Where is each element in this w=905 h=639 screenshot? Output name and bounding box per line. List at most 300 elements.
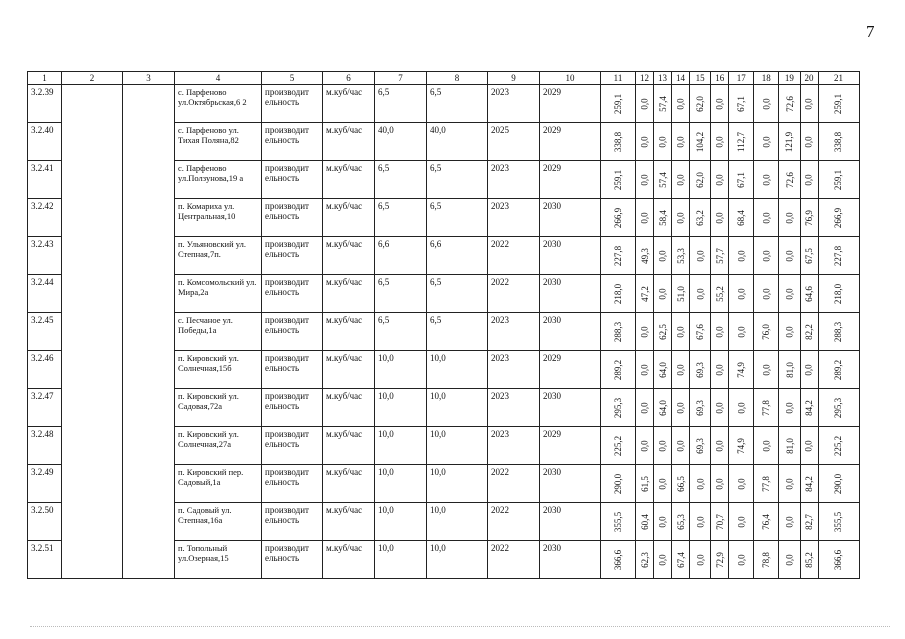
row-value-cell <box>729 389 754 427</box>
row-year-end: 2030 <box>540 503 601 541</box>
row-value: 0,0 <box>714 173 725 186</box>
row-value-cell <box>818 275 859 313</box>
row-value-cell <box>601 389 636 427</box>
row-year-start: 2025 <box>488 123 540 161</box>
row-value-cell <box>779 427 800 465</box>
row-year-end: 2029 <box>540 351 601 389</box>
row-value-cell <box>711 351 729 389</box>
row-value: 0,0 <box>736 515 747 528</box>
row-value: 0,0 <box>675 173 686 186</box>
row-value: 69,3 <box>695 361 706 378</box>
row-id: 3.2.42 <box>28 199 62 237</box>
row-value: 72,6 <box>784 95 795 112</box>
row-value-cell <box>729 237 754 275</box>
row-value: 121,9 <box>784 131 795 152</box>
row-value: 289,2 <box>613 359 623 380</box>
row-id: 3.2.43 <box>28 237 62 275</box>
row-address: п. Садовый ул. Степная,16а <box>175 503 262 541</box>
row-value-cell <box>779 541 800 579</box>
col-2-cell <box>62 313 123 351</box>
row-value: 64,0 <box>657 399 668 416</box>
col-2-cell <box>62 503 123 541</box>
row-address: п. Кировский ул. Садовая,72а <box>175 389 262 427</box>
row-value-cell <box>672 541 690 579</box>
column-header-15: 15 <box>690 72 711 85</box>
row-capacity-1: 6,5 <box>375 161 427 199</box>
row-value-cell <box>800 541 818 579</box>
row-value-cell <box>636 199 654 237</box>
row-value: 0,0 <box>784 325 795 338</box>
row-value-cell <box>818 503 859 541</box>
row-year-end: 2030 <box>540 275 601 313</box>
row-year-start: 2022 <box>488 275 540 313</box>
row-value: 0,0 <box>804 173 814 186</box>
row-value-cell <box>601 275 636 313</box>
row-value: 218,0 <box>833 283 844 304</box>
row-address: п. Кировский ул. Солнечная,15б <box>175 351 262 389</box>
row-unit: м.куб/час <box>323 123 375 161</box>
row-year-start: 2022 <box>488 503 540 541</box>
row-value-cell <box>690 427 711 465</box>
row-value-cell <box>779 389 800 427</box>
row-value-cell <box>818 389 859 427</box>
row-value: 82,2 <box>804 323 814 340</box>
row-value-cell <box>690 275 711 313</box>
table-row <box>28 503 860 541</box>
row-parameter: производит ельность <box>262 465 323 503</box>
row-value-cell <box>672 313 690 351</box>
row-id: 3.2.45 <box>28 313 62 351</box>
row-year-end: 2030 <box>540 465 601 503</box>
row-value: 0,0 <box>695 249 706 262</box>
row-value-cell <box>779 237 800 275</box>
row-value: 0,0 <box>639 363 650 376</box>
row-capacity-1: 6,5 <box>375 85 427 123</box>
row-value-cell <box>654 503 672 541</box>
row-value: 0,0 <box>736 325 747 338</box>
row-value: 77,8 <box>761 399 772 416</box>
row-value: 72,9 <box>714 551 725 568</box>
row-value-cell <box>690 237 711 275</box>
row-value: 0,0 <box>804 363 814 376</box>
row-value-cell <box>654 161 672 199</box>
column-header-10: 10 <box>540 72 601 85</box>
row-value-cell <box>779 161 800 199</box>
row-value: 64,6 <box>804 285 814 302</box>
row-value-cell <box>690 161 711 199</box>
row-value-cell <box>601 313 636 351</box>
row-year-end: 2029 <box>540 123 601 161</box>
row-unit: м.куб/час <box>323 313 375 351</box>
row-value-cell <box>672 237 690 275</box>
row-value: 0,0 <box>639 439 650 452</box>
row-value-cell <box>690 389 711 427</box>
row-value-cell <box>800 275 818 313</box>
row-value-cell <box>818 427 859 465</box>
col-3-cell <box>123 85 175 123</box>
row-value: 62,3 <box>639 551 650 568</box>
row-id: 3.2.47 <box>28 389 62 427</box>
row-value: 0,0 <box>714 135 725 148</box>
row-value-cell <box>818 351 859 389</box>
row-value-cell <box>654 541 672 579</box>
table-row <box>28 313 860 351</box>
row-value-cell <box>754 541 779 579</box>
row-value: 0,0 <box>784 249 795 262</box>
row-value-cell <box>754 313 779 351</box>
row-value-cell <box>779 351 800 389</box>
row-value-cell <box>636 389 654 427</box>
row-value-cell <box>779 503 800 541</box>
row-value-cell <box>729 275 754 313</box>
row-value-cell <box>711 123 729 161</box>
table-row <box>28 237 860 275</box>
row-value-cell <box>636 237 654 275</box>
row-value: 51,0 <box>675 285 686 302</box>
row-value-cell <box>636 275 654 313</box>
row-value-cell <box>654 199 672 237</box>
row-value: 62,0 <box>695 171 706 188</box>
row-unit: м.куб/час <box>323 351 375 389</box>
row-value-cell <box>711 237 729 275</box>
col-3-cell <box>123 427 175 465</box>
row-value-cell <box>654 123 672 161</box>
row-value-cell <box>636 351 654 389</box>
row-value: 0,0 <box>736 287 747 300</box>
row-address: с. Парфеново ул.Ползунова,19 а <box>175 161 262 199</box>
row-value: 0,0 <box>736 249 747 262</box>
col-3-cell <box>123 313 175 351</box>
row-id: 3.2.49 <box>28 465 62 503</box>
row-value: 338,8 <box>833 131 844 152</box>
row-parameter: производит ельность <box>262 85 323 123</box>
scan-footer-line <box>30 626 890 631</box>
row-value: 0,0 <box>761 173 772 186</box>
row-value: 70,7 <box>714 513 725 530</box>
row-value: 227,8 <box>613 245 623 266</box>
row-unit: м.куб/час <box>323 541 375 579</box>
row-value: 0,0 <box>784 477 795 490</box>
row-value-cell <box>601 123 636 161</box>
row-value-cell <box>754 427 779 465</box>
row-value-cell <box>601 85 636 123</box>
row-value-cell <box>754 465 779 503</box>
row-value-cell <box>800 161 818 199</box>
table-row <box>28 389 860 427</box>
row-parameter: производит ельность <box>262 199 323 237</box>
row-capacity-2: 6,6 <box>427 237 488 275</box>
row-value: 0,0 <box>639 135 650 148</box>
column-header-11: 11 <box>601 72 636 85</box>
row-value-cell <box>690 541 711 579</box>
row-value: 76,9 <box>804 209 814 226</box>
row-value: 0,0 <box>657 249 668 262</box>
row-capacity-1: 10,0 <box>375 389 427 427</box>
row-value: 290,0 <box>613 473 623 494</box>
row-value: 61,5 <box>639 475 650 492</box>
row-parameter: производит ельность <box>262 237 323 275</box>
row-id: 3.2.48 <box>28 427 62 465</box>
column-header-8: 8 <box>427 72 488 85</box>
row-value: 0,0 <box>639 173 650 186</box>
row-value-cell <box>754 161 779 199</box>
row-capacity-2: 6,5 <box>427 199 488 237</box>
col-3-cell <box>123 275 175 313</box>
row-value-cell <box>800 237 818 275</box>
col-3-cell <box>123 503 175 541</box>
row-address: п. Топольный ул.Озерная,15 <box>175 541 262 579</box>
col-2-cell <box>62 427 123 465</box>
row-value: 366,6 <box>613 549 623 570</box>
row-value: 81,0 <box>784 437 795 454</box>
row-value: 0,0 <box>804 97 814 110</box>
row-value: 0,0 <box>804 135 814 148</box>
col-2-cell <box>62 85 123 123</box>
row-value: 0,0 <box>657 135 668 148</box>
row-value: 69,3 <box>695 437 706 454</box>
row-value-cell <box>672 85 690 123</box>
row-value-cell <box>800 85 818 123</box>
row-value-cell <box>754 123 779 161</box>
row-value-cell <box>654 313 672 351</box>
row-capacity-1: 10,0 <box>375 541 427 579</box>
row-value-cell <box>779 465 800 503</box>
row-value-cell <box>711 275 729 313</box>
row-unit: м.куб/час <box>323 427 375 465</box>
row-year-start: 2022 <box>488 541 540 579</box>
row-value: 84,2 <box>804 475 814 492</box>
row-value: 366,6 <box>833 549 844 570</box>
row-value: 0,0 <box>657 287 668 300</box>
col-3-cell <box>123 389 175 427</box>
row-parameter: производит ельность <box>262 313 323 351</box>
table-row <box>28 123 860 161</box>
row-value-cell <box>779 313 800 351</box>
row-address: п. Кировский пер. Садовый,1а <box>175 465 262 503</box>
row-value: 0,0 <box>784 401 795 414</box>
row-value: 77,8 <box>761 475 772 492</box>
column-header-9: 9 <box>488 72 540 85</box>
row-capacity-2: 40,0 <box>427 123 488 161</box>
row-value: 259,1 <box>613 93 623 114</box>
row-capacity-1: 6,5 <box>375 275 427 313</box>
row-value-cell <box>690 313 711 351</box>
row-value: 259,1 <box>833 169 844 190</box>
row-value: 0,0 <box>736 553 747 566</box>
row-value-cell <box>729 123 754 161</box>
row-year-end: 2030 <box>540 541 601 579</box>
row-value: 67,4 <box>675 551 686 568</box>
col-3-cell <box>123 237 175 275</box>
row-value: 85,2 <box>804 551 814 568</box>
row-value: 82,7 <box>804 513 814 530</box>
table-row <box>28 85 860 123</box>
row-value-cell <box>601 351 636 389</box>
column-header-12: 12 <box>636 72 654 85</box>
row-year-start: 2023 <box>488 161 540 199</box>
row-value: 60,4 <box>639 513 650 530</box>
row-value: 0,0 <box>657 515 668 528</box>
row-capacity-1: 10,0 <box>375 427 427 465</box>
row-value-cell <box>818 199 859 237</box>
row-value-cell <box>690 85 711 123</box>
row-value-cell <box>779 85 800 123</box>
row-value: 72,6 <box>784 171 795 188</box>
row-value: 225,2 <box>613 435 623 456</box>
row-value: 69,3 <box>695 399 706 416</box>
table-row <box>28 275 860 313</box>
row-value-cell <box>711 541 729 579</box>
row-value: 0,0 <box>804 439 814 452</box>
row-value: 218,0 <box>613 283 623 304</box>
column-header-20: 20 <box>800 72 818 85</box>
row-value: 67,1 <box>736 171 747 188</box>
row-id: 3.2.51 <box>28 541 62 579</box>
row-parameter: производит ельность <box>262 541 323 579</box>
row-value: 57,4 <box>657 95 668 112</box>
row-value: 0,0 <box>714 363 725 376</box>
row-value: 295,3 <box>833 397 844 418</box>
row-unit: м.куб/час <box>323 503 375 541</box>
row-unit: м.куб/час <box>323 161 375 199</box>
row-value: 0,0 <box>657 477 668 490</box>
row-value-cell <box>601 465 636 503</box>
column-header-14: 14 <box>672 72 690 85</box>
row-value: 67,6 <box>695 323 706 340</box>
row-value: 266,9 <box>833 207 844 228</box>
row-value-cell <box>818 85 859 123</box>
row-value-cell <box>672 123 690 161</box>
row-capacity-1: 10,0 <box>375 503 427 541</box>
column-header-16: 16 <box>711 72 729 85</box>
row-value: 0,0 <box>675 211 686 224</box>
row-value: 0,0 <box>784 515 795 528</box>
col-2-cell <box>62 389 123 427</box>
row-value: 47,2 <box>639 285 650 302</box>
row-value: 338,8 <box>613 131 623 152</box>
row-value: 0,0 <box>761 135 772 148</box>
row-parameter: производит ельность <box>262 351 323 389</box>
row-value: 355,5 <box>613 511 623 532</box>
row-id: 3.2.50 <box>28 503 62 541</box>
row-unit: м.куб/час <box>323 389 375 427</box>
row-address: п. Комсомольский ул. Мира,2а <box>175 275 262 313</box>
row-value: 76,0 <box>761 323 772 340</box>
column-header-18: 18 <box>754 72 779 85</box>
row-value: 0,0 <box>657 439 668 452</box>
row-value-cell <box>800 351 818 389</box>
row-value-cell <box>729 351 754 389</box>
row-value: 57,7 <box>714 247 725 264</box>
row-value: 58,4 <box>657 209 668 226</box>
row-value-cell <box>690 123 711 161</box>
col-2-cell <box>62 541 123 579</box>
row-value: 62,0 <box>695 95 706 112</box>
row-capacity-2: 6,5 <box>427 161 488 199</box>
col-2-cell <box>62 123 123 161</box>
row-value-cell <box>654 237 672 275</box>
row-value: 68,4 <box>736 209 747 226</box>
row-value-cell <box>729 313 754 351</box>
row-value: 0,0 <box>639 325 650 338</box>
row-value: 288,3 <box>833 321 844 342</box>
row-value-cell <box>818 541 859 579</box>
row-value: 84,2 <box>804 399 814 416</box>
page-number: 7 <box>866 22 875 41</box>
row-value-cell <box>654 427 672 465</box>
row-value-cell <box>654 275 672 313</box>
row-value: 66,5 <box>675 475 686 492</box>
row-year-start: 2023 <box>488 85 540 123</box>
row-value: 0,0 <box>657 553 668 566</box>
row-value: 55,2 <box>714 285 725 302</box>
row-value: 0,0 <box>761 249 772 262</box>
row-value-cell <box>690 351 711 389</box>
column-header-13: 13 <box>654 72 672 85</box>
row-value-cell <box>690 199 711 237</box>
row-value-cell <box>690 465 711 503</box>
row-unit: м.куб/час <box>323 199 375 237</box>
row-parameter: производит ельность <box>262 389 323 427</box>
row-value-cell <box>654 465 672 503</box>
row-value-cell <box>800 199 818 237</box>
row-year-start: 2023 <box>488 313 540 351</box>
column-header-1: 1 <box>28 72 62 85</box>
row-parameter: производит ельность <box>262 123 323 161</box>
row-year-start: 2023 <box>488 351 540 389</box>
row-value-cell <box>601 237 636 275</box>
row-value-cell <box>818 123 859 161</box>
row-value: 0,0 <box>675 439 686 452</box>
row-value: 0,0 <box>736 401 747 414</box>
col-2-cell <box>62 351 123 389</box>
column-header-5: 5 <box>262 72 323 85</box>
row-id: 3.2.39 <box>28 85 62 123</box>
row-value-cell <box>754 199 779 237</box>
table-row <box>28 465 860 503</box>
row-value: 0,0 <box>695 477 706 490</box>
row-year-end: 2030 <box>540 199 601 237</box>
row-value: 0,0 <box>695 553 706 566</box>
row-year-end: 2030 <box>540 313 601 351</box>
row-value: 53,3 <box>675 247 686 264</box>
row-value-cell <box>754 237 779 275</box>
row-id: 3.2.44 <box>28 275 62 313</box>
row-capacity-2: 10,0 <box>427 503 488 541</box>
row-address: с. Парфеново ул.Октябрьская,6 2 <box>175 85 262 123</box>
row-value-cell <box>754 351 779 389</box>
row-value-cell <box>818 465 859 503</box>
row-value: 78,8 <box>761 551 772 568</box>
row-value: 0,0 <box>761 363 772 376</box>
row-value-cell <box>779 199 800 237</box>
row-value-cell <box>636 313 654 351</box>
row-value-cell <box>818 161 859 199</box>
column-header-2: 2 <box>62 72 123 85</box>
row-value-cell <box>636 123 654 161</box>
row-value-cell <box>672 465 690 503</box>
row-address: с. Парфеново ул. Тихая Поляна,82 <box>175 123 262 161</box>
row-address: п. Комариха ул. Центральная,10 <box>175 199 262 237</box>
row-value: 0,0 <box>784 553 795 566</box>
row-value: 227,8 <box>833 245 844 266</box>
row-year-start: 2022 <box>488 465 540 503</box>
row-capacity-2: 6,5 <box>427 85 488 123</box>
row-value: 65,3 <box>675 513 686 530</box>
row-value: 0,0 <box>736 477 747 490</box>
row-value: 74,9 <box>736 437 747 454</box>
column-header-6: 6 <box>323 72 375 85</box>
